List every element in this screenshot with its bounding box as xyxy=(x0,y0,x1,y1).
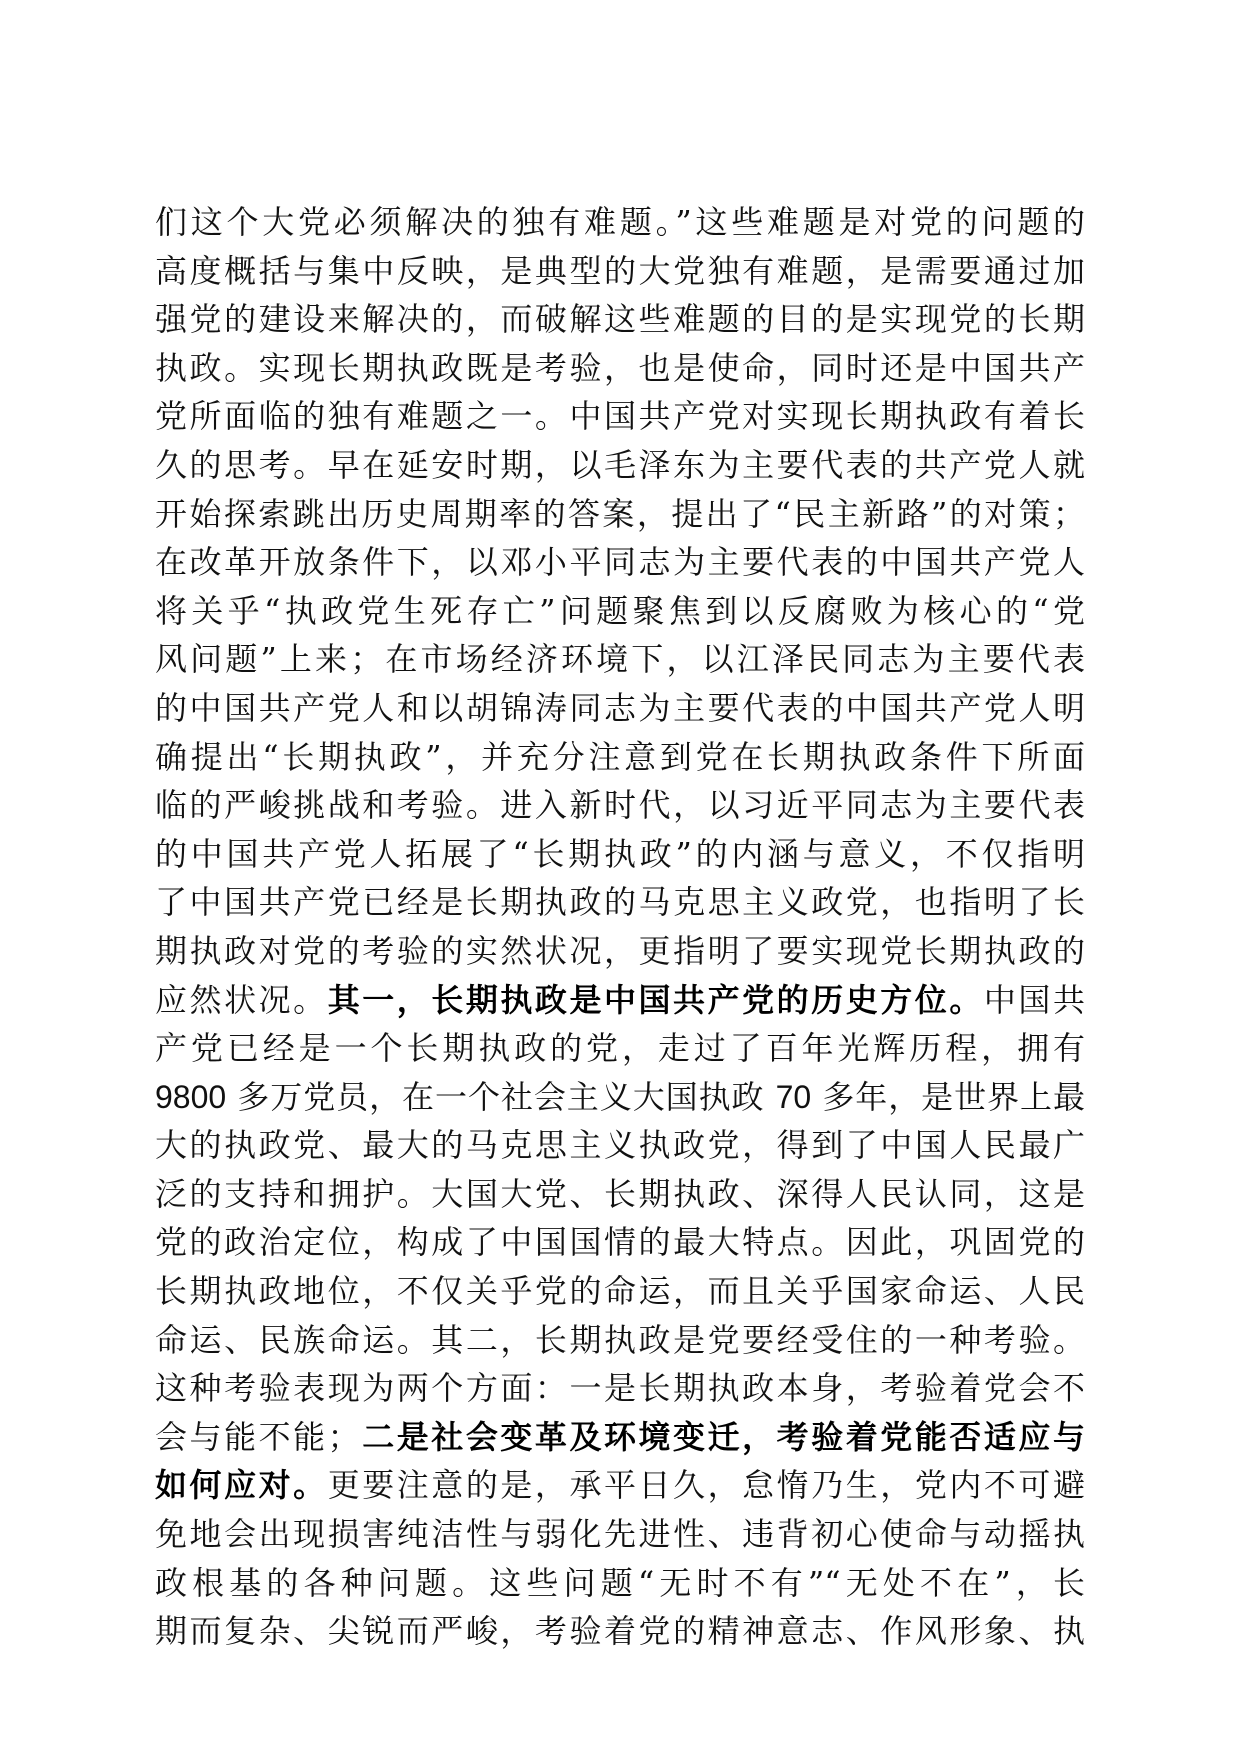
text-run: 产党已经是一个长期执政的党，走过了百年光辉历程，拥有 xyxy=(155,1029,1085,1068)
text-line xyxy=(155,976,1085,1025)
text-run: 更要注意的是，承平日久，怠惰乃生，党内不可避 xyxy=(327,1466,1085,1505)
bold-text-run: 其一，长期执政是中国共产党的历史方位。 xyxy=(327,980,984,1019)
text-run: 将关乎“执政党生死存亡”问题聚焦到以反腐败为核心的“党 xyxy=(155,591,1085,630)
text-line xyxy=(155,781,1085,830)
text-run: 的中国共产党人拓展了“长期执政”的内涵与意义，不仅指明 xyxy=(155,834,1085,873)
text-run: 会与能不能； xyxy=(155,1417,360,1456)
text-run: 风问题”上来；在市场经济环境下，以江泽民同志为主要代表 xyxy=(155,640,1085,679)
text-line xyxy=(155,1073,1085,1122)
text-run: 执政。实现长期执政既是考验，也是使命，同时还是中国共产 xyxy=(155,348,1085,387)
bold-text-run: 如何应对。 xyxy=(155,1466,328,1505)
text-line xyxy=(155,1024,1085,1073)
text-run: 党的政治定位，构成了中国国情的最大特点。因此，巩固党的 xyxy=(155,1223,1085,1262)
text-line xyxy=(155,295,1085,344)
text-line xyxy=(155,830,1085,879)
text-line xyxy=(155,392,1085,441)
text-run: 长期执政地位，不仅关乎党的命运，而且关乎国家命运、人民 xyxy=(155,1272,1085,1311)
text-run: 了中国共产党已经是长期执政的马克思主义政党，也指明了长 xyxy=(155,883,1085,922)
text-line xyxy=(155,1218,1085,1267)
text-run: 的中国共产党人和以胡锦涛同志为主要代表的中国共产党人明 xyxy=(155,688,1085,727)
text-run: 确提出“长期执政”，并充分注意到党在长期执政条件下所面 xyxy=(155,737,1085,776)
text-run: 泛的支持和拥护。大国大党、长期执政、深得人民认同，这是 xyxy=(155,1174,1085,1213)
text-run: 党所面临的独有难题之一。中国共产党对实现长期执政有着长 xyxy=(155,397,1085,436)
text-line xyxy=(155,1413,1085,1462)
text-line xyxy=(155,1316,1085,1365)
text-line xyxy=(155,344,1085,393)
text-line xyxy=(155,441,1085,490)
text-line xyxy=(155,538,1085,587)
text-line xyxy=(155,878,1085,927)
text-line xyxy=(155,1170,1085,1219)
text-run: 中国共 xyxy=(983,980,1085,1019)
text-line xyxy=(155,587,1085,636)
text-run: 在改革开放条件下，以邓小平同志为主要代表的中国共产党人 xyxy=(155,543,1085,582)
text-run: 多年，是世界上最 xyxy=(811,1077,1085,1116)
text-run: 应然状况。 xyxy=(155,980,328,1019)
text-run: 强党的建设来解决的，而破解这些难题的目的是实现党的长期 xyxy=(155,300,1085,339)
text-run: 们这个大党必须解决的独有难题。”这些难题是对党的问题的 xyxy=(155,203,1085,241)
text-line xyxy=(155,684,1085,733)
text-run: 高度概括与集中反映，是典型的大党独有难题，是需要通过加 xyxy=(155,251,1085,290)
text-run: 临的严峻挑战和考验。进入新时代，以习近平同志为主要代表 xyxy=(155,786,1085,825)
text-line xyxy=(155,1461,1085,1510)
bold-text-run: 二是社会变革及环境变迁，考验着党能否适应与 xyxy=(359,1417,1085,1456)
text-line xyxy=(155,1607,1085,1656)
text-run: 这种考验表现为两个方面：一是长期执政本身，考验着党会不 xyxy=(155,1369,1085,1408)
text-line xyxy=(155,1364,1085,1413)
text-run: 70 xyxy=(775,1078,812,1115)
text-line xyxy=(155,927,1085,976)
text-run: 命运、民族命运。其二，长期执政是党要经受住的一种考验。 xyxy=(155,1320,1085,1359)
text-run: 政根基的各种问题。这些问题“无时不有”“无处不在”，长 xyxy=(155,1563,1085,1602)
text-line xyxy=(155,490,1085,539)
text-run: 免地会出现损害纯洁性与弱化先进性、违背初心使命与动摇执 xyxy=(155,1515,1085,1554)
text-run: 9800 xyxy=(155,1078,227,1115)
text-line xyxy=(155,1510,1085,1559)
text-run: 大的执政党、最大的马克思主义执政党，得到了中国人民最广 xyxy=(155,1126,1085,1165)
text-run: 多万党员，在一个社会主义大国执政 xyxy=(226,1077,776,1116)
text-line xyxy=(155,1559,1085,1608)
text-line xyxy=(155,247,1085,296)
text-line xyxy=(155,1121,1085,1170)
text-line xyxy=(155,1267,1085,1316)
text-run: 开始探索跳出历史周期率的答案，提出了“民主新路”的对策； xyxy=(155,494,1085,533)
text-line xyxy=(155,635,1085,684)
text-line xyxy=(155,733,1085,782)
text-run: 期执政对党的考验的实然状况，更指明了要实现党长期执政的 xyxy=(155,931,1085,970)
text-run: 期而复杂、尖锐而严峻，考验着党的精神意志、作风形象、执 xyxy=(155,1612,1085,1651)
body-text xyxy=(155,198,1085,1656)
text-run: 久的思考。早在延安时期，以毛泽东为主要代表的共产党人就 xyxy=(155,445,1085,484)
text-line xyxy=(155,198,1085,247)
